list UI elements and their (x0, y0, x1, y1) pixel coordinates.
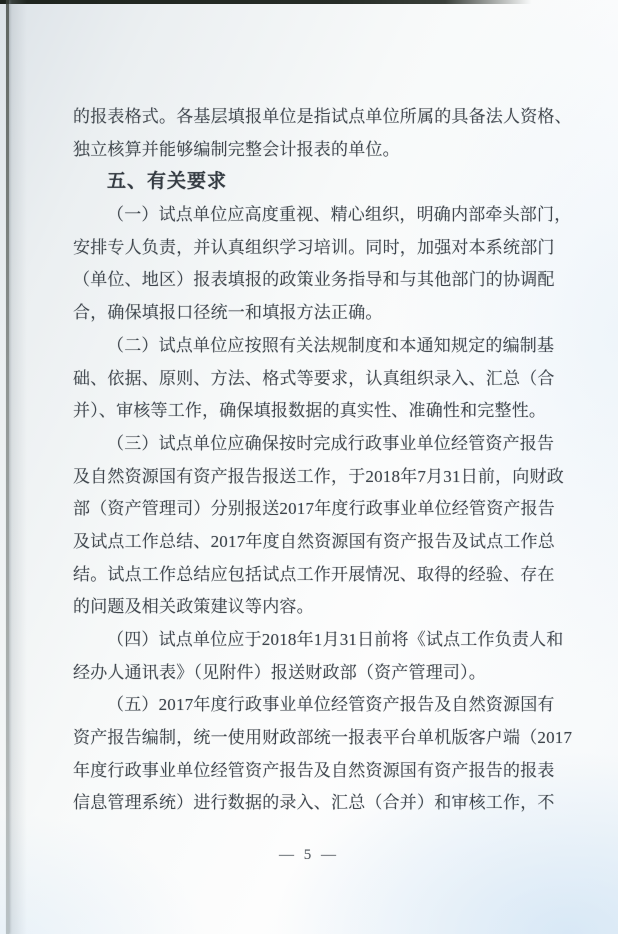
document-body (73, 101, 575, 820)
document-line: 及试点工作总结、2017年度自然资源国有资产报告及试点工作总 (73, 531, 555, 551)
document-line: 的问题及相关政策建议等内容。 (73, 597, 314, 617)
document-line: 信息管理系统）进行数据的录入、汇总（合并）和审核工作，不 (73, 793, 555, 813)
document-line: （一）试点单位应高度重视、精心组织，明确内部牵头部门， (107, 205, 572, 225)
document-line: 础、依据、原则、方法、格式等要求，认真组织录入、汇总（合 (73, 368, 555, 388)
document-line: 部（资产管理司）分别报送2017年度行政事业单位经管资产报告 (73, 499, 555, 519)
page-binding-shadow (9, 0, 27, 934)
document-line: 安排专人负责，并认真组织学习培训。同时，加强对本系统部门 (73, 237, 555, 257)
document-line: 及自然资源国有资产报告报送工作，于2018年7月31日前，向财政 (73, 466, 564, 486)
document-line: 年度行政事业单位经管资产报告及自然资源国有资产报告的报表 (73, 760, 555, 780)
document-line: 经办人通讯表》（见附件）报送财政部（资产管理司）。 (73, 662, 486, 682)
scanner-edge-strip (0, 0, 618, 4)
document-line: 资产报告编制，统一使用财政部统一报表平台单机版客户端（2017 (73, 728, 573, 748)
document-line: （三）试点单位应确保按时完成行政事业单位经管资产报告 (107, 433, 555, 453)
section-heading: 五、有关要求 (107, 171, 228, 193)
document-line: （二）试点单位应按照有关法规制度和本通知规定的编制基 (107, 335, 555, 355)
document-line: （四）试点单位应于2018年1月31日前将《试点工作负责人和 (107, 630, 564, 649)
document-line: 合，确保填报口径统一和填报方法正确。 (73, 303, 383, 323)
document-line: （五）2017年度行政事业单位经管资产报告及自然资源国有 (107, 695, 555, 715)
document-line: 结。试点工作总结应包括试点工作开展情况、取得的经验、存在 (73, 564, 555, 584)
page-number: — 5 — (279, 847, 339, 863)
document-line: 独立核算并能够编制完整会计报表的单位。 (73, 139, 400, 159)
document-line: （单位、地区）报表填报的政策业务指导和与其他部门的协调配 (73, 270, 555, 290)
document-line: 的报表格式。各基层填报单位是指试点单位所属的具备法人资格、 (73, 107, 572, 126)
document-line: 并）、审核等工作，确保填报数据的真实性、准确性和完整性。 (73, 401, 547, 421)
